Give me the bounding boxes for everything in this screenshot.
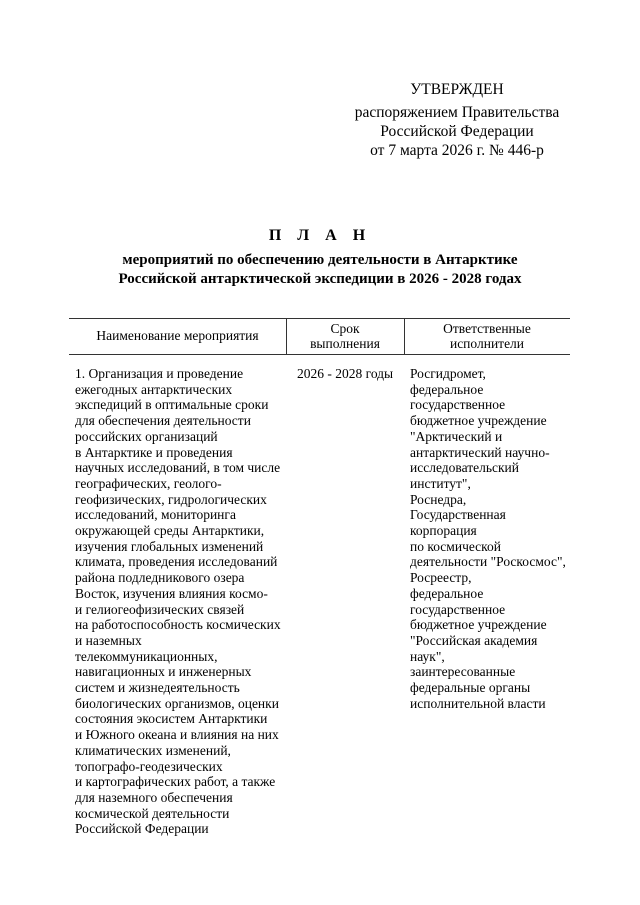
name-line: климатических изменений,: [75, 742, 231, 758]
name-line: экспедиций в оптимальные сроки: [75, 397, 269, 413]
header-responsible: [404, 321, 570, 351]
approval-line: Российской Федерации: [380, 123, 534, 140]
name-line: состояния экосистем Антарктики: [75, 711, 268, 727]
name-line: изучения глобальных изменений: [75, 538, 264, 554]
name-line: телекоммуникационных,: [75, 648, 218, 664]
header-name: Наименование мероприятия: [96, 328, 259, 343]
name-line: географических, геолого-: [75, 475, 222, 491]
name-line: космической деятельности: [75, 805, 230, 821]
resp-line: деятельности "Роскосмос",: [410, 554, 566, 570]
name-line: Российской Федерации: [75, 821, 209, 837]
row-term-cell: [297, 366, 393, 382]
name-line: и гелиогеофизических связей: [75, 601, 245, 617]
name-line: в Антарктике и проведения: [75, 444, 233, 460]
name-line: топографо-геодезических: [75, 758, 223, 774]
resp-line: Росреестр,: [410, 570, 472, 586]
resp-line: заинтересованные: [410, 664, 516, 680]
resp-line: исследовательский: [410, 460, 520, 476]
document-subtitle: [0, 251, 640, 289]
name-line: навигационных и инженерных: [75, 664, 252, 680]
header-resp-line: исполнители: [449, 336, 525, 351]
subtitle-line: Российской антарктической экспедиции в 2026 - 2028 годах: [118, 271, 522, 287]
name-line: климата, проведения исследований: [75, 554, 278, 570]
resp-line: "Арктический и: [410, 428, 503, 444]
row-responsible-cell: [410, 366, 566, 711]
resp-line: бюджетное учреждение: [410, 413, 547, 429]
name-line: на работоспособность космических: [75, 617, 281, 633]
header-resp-line: Ответственные: [443, 321, 531, 336]
approval-line: распоряжением Правительства: [354, 104, 560, 121]
resp-line: корпорация: [410, 523, 477, 539]
approval-line: от 7 марта 2026 г. № 446-р: [370, 142, 544, 159]
header-term-line: выполнения: [310, 336, 380, 351]
subtitle-line: мероприятий по обеспечению деятельности в Антарктике: [122, 252, 518, 268]
resp-line: государственное: [410, 397, 506, 413]
resp-line: бюджетное учреждение: [410, 617, 547, 633]
resp-line: федеральное: [410, 585, 484, 601]
header-term-line: Срок: [330, 321, 360, 336]
name-line: ежегодных антарктических: [75, 381, 233, 397]
resp-line: федеральные органы: [410, 680, 531, 696]
resp-line: исполнительной власти: [410, 695, 546, 711]
name-line: для обеспечения деятельности: [75, 413, 251, 429]
resp-line: "Российская академия: [410, 632, 538, 648]
name-line: района подледникового озера: [75, 570, 245, 586]
name-line: исследований, мониторинга: [75, 507, 236, 523]
name-line: биологических организмов, оценки: [75, 695, 279, 711]
table-header-rule: [69, 354, 570, 355]
resp-line: наук",: [410, 648, 445, 664]
approval-stamp: УТВЕРЖДЕН: [410, 81, 504, 98]
name-line: и картографических работ, а также: [75, 774, 276, 790]
resp-line: Роснедра,: [410, 491, 467, 507]
name-line: систем и жизнедеятельность: [75, 680, 240, 696]
document-title: П Л А Н: [268, 227, 372, 244]
name-line: Восток, изучения влияния космо-: [75, 585, 268, 601]
name-line: российских организаций: [75, 428, 218, 444]
name-line: научных исследований, в том числе: [75, 460, 281, 476]
name-line: геофизических, гидрологических: [75, 491, 267, 507]
name-line: 1. Организация и проведение: [75, 366, 244, 381]
row-name-cell: [75, 366, 281, 837]
resp-line: по космической: [410, 538, 502, 554]
name-line: и наземных: [75, 632, 142, 648]
resp-line: государственное: [410, 601, 506, 617]
approval-block: [352, 80, 562, 160]
resp-line: федеральное: [410, 381, 484, 397]
resp-line: Росгидромет,: [410, 366, 486, 381]
name-line: и Южного океана и влияния на них: [75, 727, 279, 743]
resp-line: институт",: [410, 475, 471, 491]
name-line: для наземного обеспечения: [75, 789, 233, 805]
name-line: окружающей среды Антарктики,: [75, 523, 265, 539]
resp-line: антарктический научно-: [410, 444, 550, 460]
resp-line: Государственная: [410, 507, 506, 523]
table-top-rule: [69, 318, 570, 319]
term-value: 2026 - 2028 годы: [297, 366, 394, 381]
header-term: [286, 321, 404, 351]
